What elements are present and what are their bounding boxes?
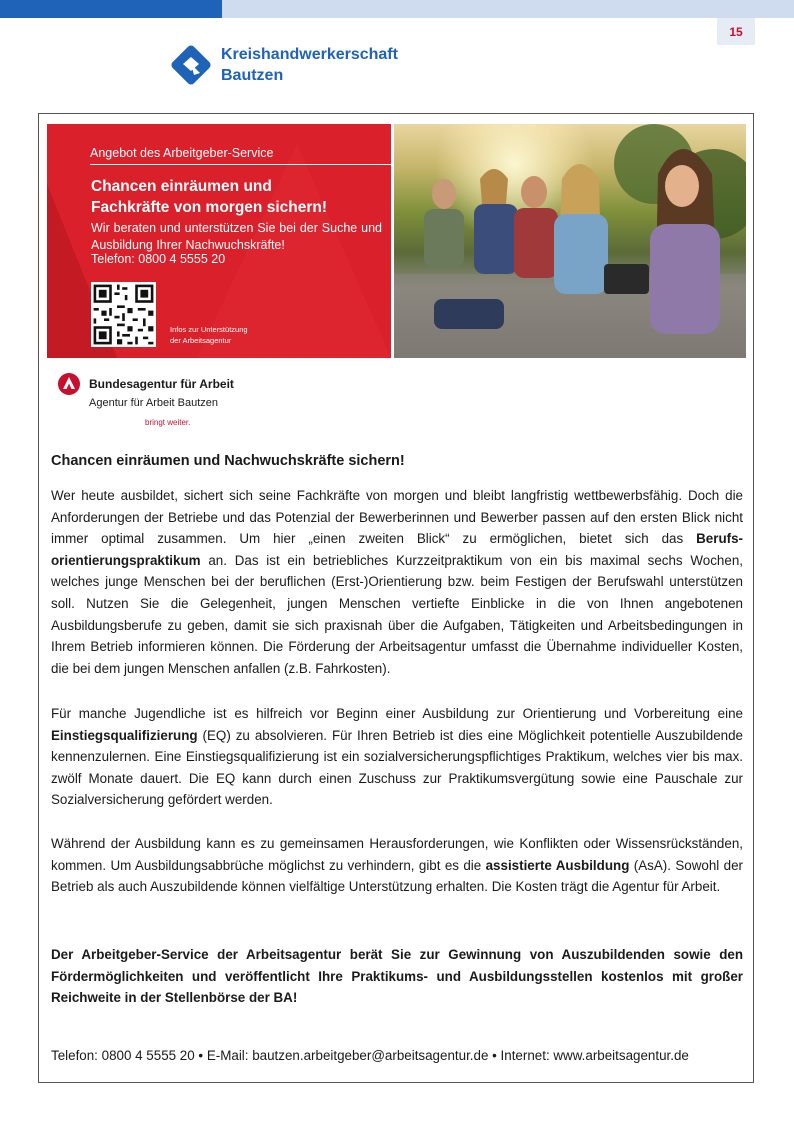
article-paragraph-1 bbox=[51, 485, 743, 679]
p1-text-c: an. Das ist ein betriebliches Kurzzeitpraktikum von ein bis maximal sechs Wochen, welches junge Menschen bei der beruflichen (Erst-)Orientierung bzw. beim Festigen der Berufswahl unterstützen soll. Nutzen Sie die Gelegenheit, jungen Menschen vertiefte Einblicke in die von Ihnen angebotenen Ausbildungsberufe zu geben, damit sie sich praxisnah über die Aufgaben, Tätigkeiten und Arbeitsbedingungen in Ihrem Betrieb informieren können. Die Förderung der Arbeitsagentur umfasst die Übernahme individueller Kosten, die bei dem jungen Menschen anfallen (z.B. Fahrkosten). bbox=[51, 552, 743, 676]
qr-caption bbox=[170, 324, 248, 346]
p1-text-a: Wer heute ausbildet, sichert sich seine Fachkräfte von morgen und bleibt langfristig wettbewerbsfähig. Doch die Anforderungen der Betriebe und das Potenzial der Bewerberinnen und Bewerber passen auf den ersten Blick nicht immer optimal zusammen. Um hier „einen zweiten Blick“ zu ermöglichen, bietet sich das bbox=[51, 488, 743, 547]
qr-caption-line2: der Arbeitsagentur bbox=[170, 336, 232, 345]
ad-subtext: Wir beraten und unterstützen Sie bei der Suche und Ausbildung Ihrer Nachwuchskräfte! bbox=[91, 221, 382, 252]
ad-banner bbox=[47, 124, 391, 358]
top-bar bbox=[222, 0, 794, 18]
teenagers-illustration bbox=[394, 124, 746, 358]
teenagers-photo bbox=[394, 124, 746, 358]
p2-text-a: Für manche Jugendliche ist es hilfreich vor Beginn einer Ausbildung zur Orientierung und Vorbereitung eine bbox=[51, 706, 743, 721]
agency-tagline: bringt weiter. bbox=[145, 418, 191, 427]
p3-bold-term: assistierte Ausbildung bbox=[485, 857, 630, 873]
p2-bold-term: Einstiegsqualifizierung bbox=[51, 727, 198, 743]
ad-headline bbox=[91, 176, 381, 218]
qr-caption-line1: Infos zur Unterstützung bbox=[170, 325, 248, 334]
ad-divider bbox=[90, 164, 391, 165]
agency-name: Bundesagentur für Arbeit bbox=[89, 377, 234, 391]
ad-phone: Telefon: 0800 4 5555 20 bbox=[91, 252, 226, 266]
page-number: 15 bbox=[717, 18, 755, 45]
p3-text-c: (AsA). Sowohl der Betrieb als auch Auszubildende können vielfältige Unterstützung erhalten. Die Kosten trägt die Agentur für Arbeit. bbox=[51, 857, 743, 895]
p2-text-c: (EQ) zu absolvieren. Für Ihren Betrieb ist dies eine Möglichkeit potentielle Auszubildende kennenzulernen. Eine Einstiegsqualifizierung ist ein sozialversicherungspflichtiges Praktikum, welches vier bis max. zwölf Monate dauert. Die EQ kann durch einen Zuschuss zur Praktikumsvergütung sowie eine Pauschale zur Sozialversicherung gefördert werden. bbox=[51, 727, 743, 808]
kreishandwerkerschaft-logo-icon bbox=[170, 44, 212, 86]
org-name-line2: Bautzen bbox=[221, 67, 284, 84]
p3-text-a: Während der Ausbildung kann es zu gemeinsamen Herausforderungen, wie Konflikten oder Wissensrückständen, kommen. Um Ausbildungsabbrüche möglichst zu verhindern, gibt es die bbox=[51, 836, 743, 873]
ad-kicker: Angebot des Arbeitgeber-Service bbox=[90, 146, 274, 160]
ad-headline-line2: Fachkräfte von morgen sichern! bbox=[91, 199, 328, 216]
article-paragraph-3 bbox=[51, 833, 743, 898]
article-paragraph-4: Der Arbeitgeber-Service der Arbeitsagentur berät Sie zur Gewinnung von Auszubildenden sowie den Fördermöglichkeiten und veröffentlicht Ihre Praktikums- und Ausbildungsstellen kostenlos mit großer Reichweite in der Stellenbörse der BA! bbox=[51, 947, 743, 1006]
org-name bbox=[221, 44, 398, 86]
article-title: Chancen einräumen und Nachwuchskräfte sichern! bbox=[51, 453, 405, 469]
article-paragraph-2 bbox=[51, 703, 743, 811]
p1-bold-term: Berufsorientierungspraktikum bbox=[51, 531, 743, 568]
contact-line[interactable]: Telefon: 0800 4 5555 20 • E-Mail: bautzen.arbeitgeber@arbeitsagentur.de • Internet: www.arbeitsagentur.de bbox=[51, 1048, 689, 1063]
org-name-line1: Kreishandwerkerschaft bbox=[221, 46, 398, 63]
agency-office: Agentur für Arbeit Bautzen bbox=[89, 397, 219, 409]
ad-headline-line1: Chancen einräumen und bbox=[91, 178, 272, 195]
bundesagentur-logo-icon bbox=[58, 373, 80, 395]
top-bar-accent bbox=[0, 0, 222, 18]
qr-code-icon[interactable] bbox=[91, 282, 156, 347]
